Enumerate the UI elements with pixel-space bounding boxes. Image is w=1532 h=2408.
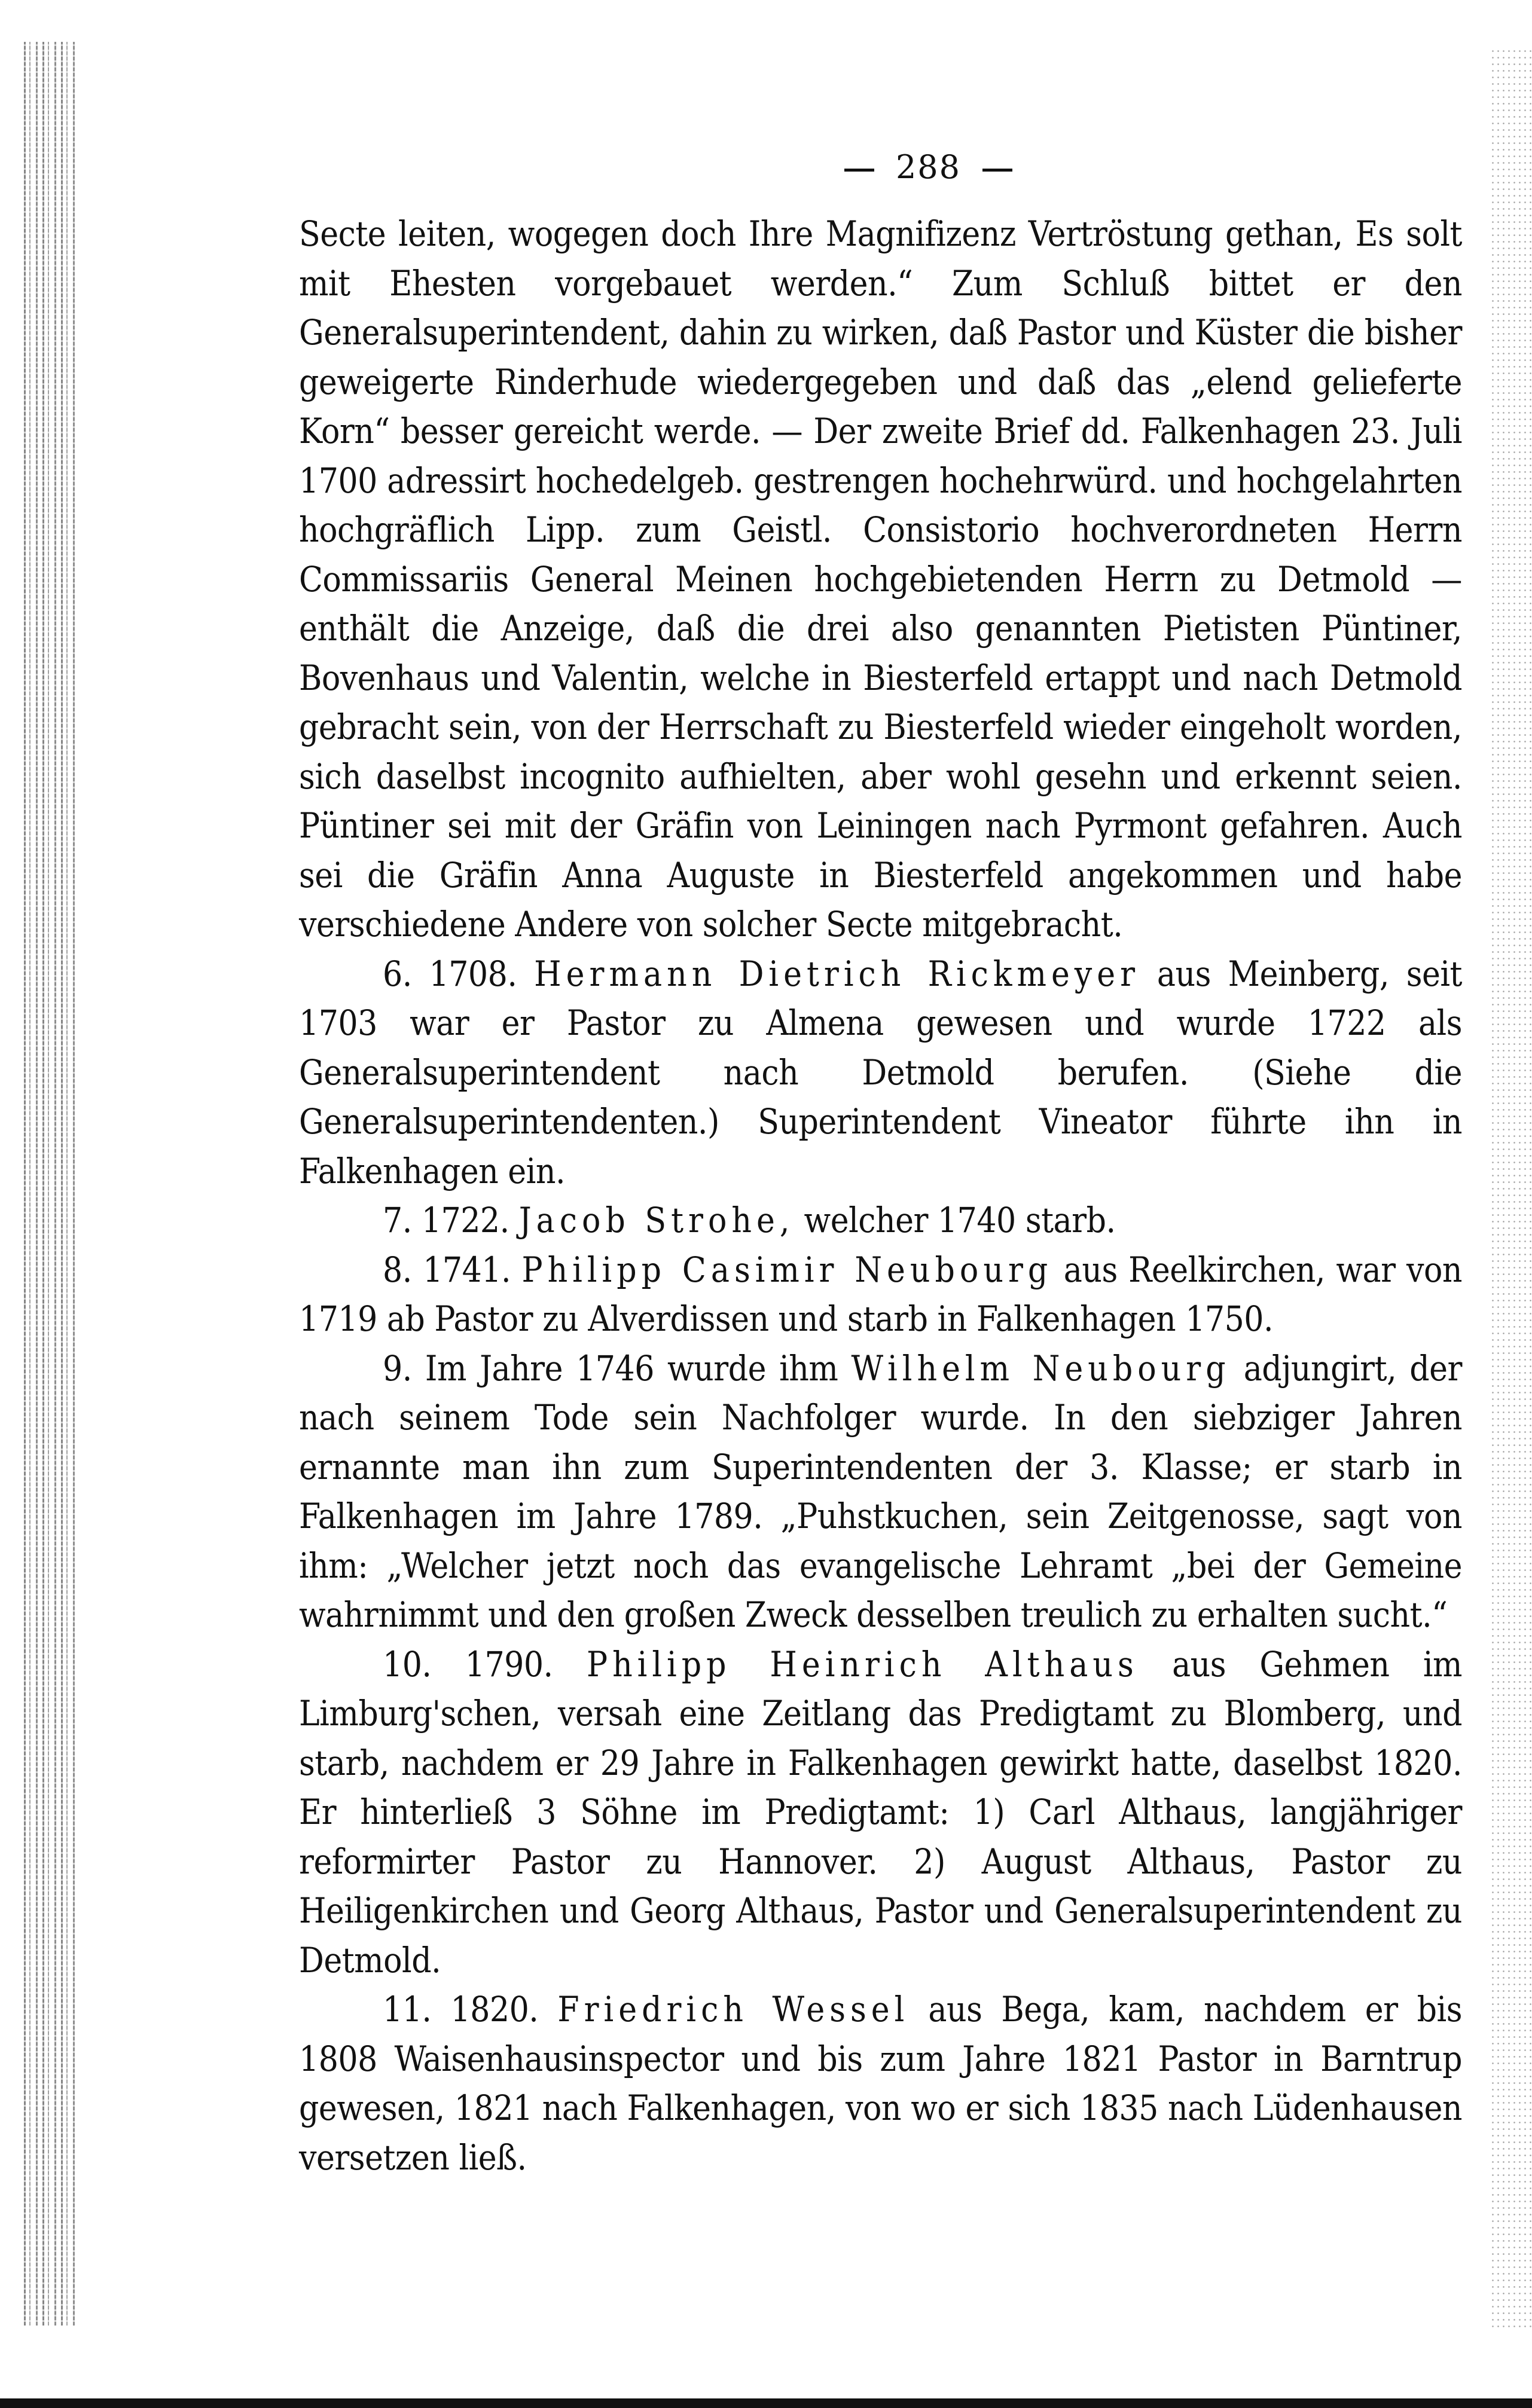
scan-binding-edge xyxy=(24,42,78,2326)
entry-number: 7. xyxy=(383,1200,412,1240)
entry-10 xyxy=(299,1640,1462,1985)
entry-text: aus Gehmen im Limburg'schen, versah eine Zeitlang das Predigtamt zu Blomberg, und starb, nachdem er 29 Jahre in Falkenhagen gewirkt hatte, daselbst 1820. Er hinterließ 3 Söhne im Predigtamt: 1) Carl Althaus, langjähriger reformirter Pastor zu Hannover. 2) August Althaus, Pastor zu Heiligenkirchen und Georg Althaus, Pastor und Generalsuperintendent zu Detmold. xyxy=(299,1643,1462,1981)
pastor-name: Friedrich Wessel xyxy=(557,1989,910,2030)
page-number: 288 xyxy=(895,148,962,186)
pastor-name: Jacob Strohe, xyxy=(518,1200,795,1240)
entry-year: 1790. xyxy=(465,1643,553,1685)
entry-number: 10. xyxy=(383,1643,432,1685)
entry-year: 1741. xyxy=(423,1249,511,1290)
entry-intro: Im Jahre 1746 wurde ihm xyxy=(425,1347,838,1389)
entry-year: 1722. xyxy=(421,1200,509,1240)
entry-number: 8. xyxy=(383,1249,412,1290)
entry-year: 1820. xyxy=(450,1989,539,2030)
scan-page-edge-noise xyxy=(1490,48,1532,2331)
page-header xyxy=(299,149,1462,209)
paragraph-continuation xyxy=(299,209,1462,949)
entry-text: welcher 1740 starb. xyxy=(804,1200,1116,1240)
entry-number: 9. xyxy=(383,1347,412,1389)
entry-number: 6. xyxy=(383,953,412,994)
entry-9 xyxy=(299,1344,1462,1640)
entry-8 xyxy=(299,1245,1462,1344)
entry-text: aus Reelkirchen, war von 1719 ab Pastor zu Alverdissen und starb in Falkenhagen 1750. xyxy=(299,1249,1462,1339)
dash-right xyxy=(982,169,1012,172)
entry-11 xyxy=(299,1985,1462,2182)
pastor-name: Wilhelm Neubourg xyxy=(851,1347,1231,1389)
entry-text: adjungirt, der nach seinem Tode sein Nachfolger wurde. In den siebziger Jahren ernannte man ihn zum Superintendenten der 3. Klasse; er starb in Falkenhagen im Jahre 1789. „Puhstkuchen, sein Zeitgenosse, sagt von ihm: „Welcher jetzt noch das evangelische Lehramt „bei der Gemeine wahrnimmt und den großen Zweck desselben treulich zu erhalten sucht.“ xyxy=(299,1347,1462,1635)
page-body xyxy=(299,209,1462,2182)
entry-text: aus Meinberg, seit 1703 war er Pastor zu Almena gewesen und wurde 1722 als Generalsuperintendent nach Detmold berufen. (Siehe die Generalsuperintendenten.) Superintendent Vineator führte ihn in Falkenhagen ein. xyxy=(299,953,1462,1191)
scan-bottom-border xyxy=(0,2398,1532,2408)
pastor-name: Philipp Heinrich Althaus xyxy=(586,1643,1139,1685)
entry-text: aus Bega, kam, nachdem er bis 1808 Waisenhausinspector und bis zum Jahre 1821 Pastor in Barntrup gewesen, 1821 nach Falkenhagen, von wo er sich 1835 nach Lüdenhausen versetzen ließ. xyxy=(299,1989,1462,2178)
pastor-name: Philipp Casimir Neubourg xyxy=(521,1249,1053,1290)
pastor-name: Hermann Dietrich Rickmeyer xyxy=(534,953,1140,994)
book-page xyxy=(299,149,1462,2182)
paragraph-text: Secte leiten, wogegen doch Ihre Magnifizenz Vertröstung gethan, Es solt mit Ehesten vorgebauet werden.“ Zum Schluß bittet er den Generalsuperintendent, dahin zu wirken, daß Pastor und Küster die bisher geweigerte Rinderhude wiedergegeben und daß das „elend gelieferte Korn“ besser gereicht werde. — Der zweite Brief dd. Falkenhagen 23. Juli 1700 adressirt hochedelgeb. gestrengen hochehrwürd. und hochgelahrten hochgräflich Lipp. zum Geistl. Consistorio hochverordneten Herrn Commissariis General Meinen hochgebietenden Herrn zu Detmold — enthält die Anzeige, daß die drei also genannten Pietisten Püntiner, Bovenhaus und Valentin, welche in Biesterfeld ertappt und nach Detmold gebracht sein, von der Herrschaft zu Biesterfeld wieder eingeholt worden, sich daselbst incognito aufhielten, aber wohl gesehn und erkennt seien. Püntiner sei mit der Gräfin von Leiningen nach Pyrmont gefahren. Auch sei die Gräfin Anna Auguste in Biesterfeld angekommen und habe verschiedene Andere von solcher Secte mitgebracht. xyxy=(299,213,1462,945)
entry-year: 1708. xyxy=(429,953,517,994)
entry-7 xyxy=(299,1196,1462,1245)
dash-left xyxy=(844,169,874,172)
entry-6 xyxy=(299,949,1462,1196)
entry-number: 11. xyxy=(383,1989,432,2030)
